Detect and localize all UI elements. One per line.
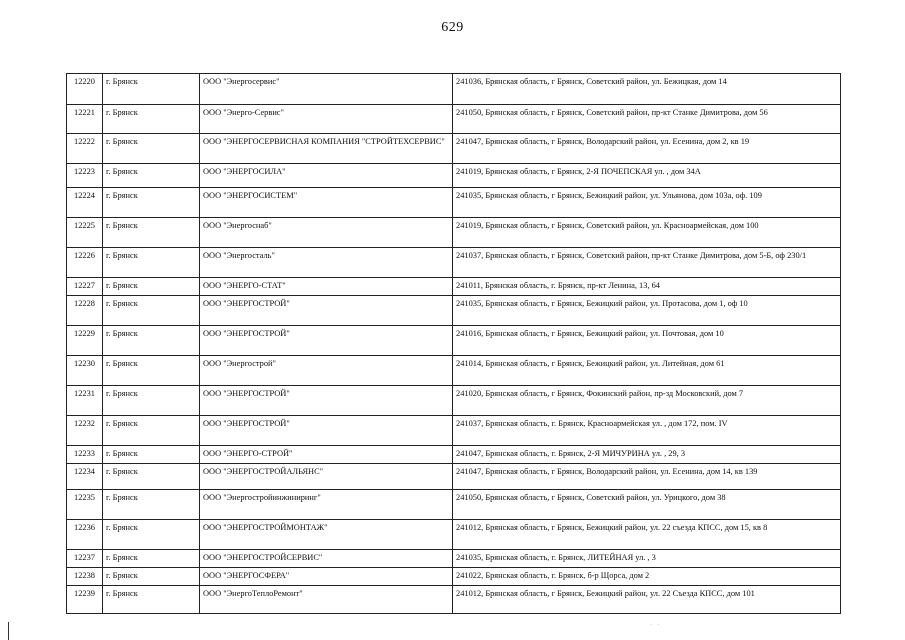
record-number-cell: 12223 <box>67 164 103 188</box>
record-city-cell: г. Брянск <box>103 446 200 464</box>
records-body <box>67 74 841 614</box>
table-row <box>67 74 841 105</box>
record-organization-cell: ООО "ЭНЕРГОСФЕРА" <box>200 568 453 586</box>
table-row <box>67 416 841 446</box>
record-address-cell: 241019, Брянская область, г Брянск, Советский район, ул. Красноармейская, дом 100 <box>453 218 841 248</box>
table-row <box>67 490 841 520</box>
table-row <box>67 568 841 586</box>
table-row <box>67 296 841 326</box>
record-city-cell: г. Брянск <box>103 386 200 416</box>
record-address-cell: 241035, Брянская область, г. Брянск, ЛИТЕЙНАЯ ул. , 3 <box>453 550 841 568</box>
record-organization-cell: ООО "Энергосервис" <box>200 74 453 105</box>
record-address-cell: 241037, Брянская область, г. Брянск, Красноармейская ул. , дом 172, пом. IV <box>453 416 841 446</box>
table-row <box>67 188 841 218</box>
record-number-cell: 12230 <box>67 356 103 386</box>
record-city-cell: г. Брянск <box>103 568 200 586</box>
record-organization-cell: ООО "ЭНЕРГОСИСТЕМ" <box>200 188 453 218</box>
table-row <box>67 446 841 464</box>
record-number-cell: 12229 <box>67 326 103 356</box>
record-city-cell: г. Брянск <box>103 164 200 188</box>
record-city-cell: г. Брянск <box>103 296 200 326</box>
record-city-cell: г. Брянск <box>103 416 200 446</box>
scan-artifact: · · <box>650 622 662 628</box>
record-organization-cell: ООО "ЭНЕРГОСТРОЙ" <box>200 296 453 326</box>
record-city-cell: г. Брянск <box>103 188 200 218</box>
record-number-cell: 12220 <box>67 74 103 105</box>
record-number-cell: 12228 <box>67 296 103 326</box>
record-address-cell: 241037, Брянская область, г Брянск, Советский район, пр-кт Станке Димитрова, дом 5-Б, оф 230/1 <box>453 248 841 278</box>
record-city-cell: г. Брянск <box>103 134 200 164</box>
record-organization-cell: ООО "ЭНЕРГО-СТАТ" <box>200 278 453 296</box>
table-row <box>67 464 841 490</box>
record-city-cell: г. Брянск <box>103 218 200 248</box>
margin-mark <box>8 622 9 640</box>
record-organization-cell: ООО "ЭНЕРГОСТРОЙАЛЬЯНС" <box>200 464 453 490</box>
record-city-cell: г. Брянск <box>103 550 200 568</box>
table-row <box>67 248 841 278</box>
record-number-cell: 12236 <box>67 520 103 550</box>
record-city-cell: г. Брянск <box>103 464 200 490</box>
record-address-cell: 241047, Брянская область, г. Брянск, 2-Я МИЧУРИНА ул. , 29, 3 <box>453 446 841 464</box>
record-city-cell: г. Брянск <box>103 520 200 550</box>
table-row <box>67 218 841 248</box>
record-organization-cell: ООО "Энерго-Сервис" <box>200 105 453 134</box>
record-city-cell: г. Брянск <box>103 74 200 105</box>
record-number-cell: 12231 <box>67 386 103 416</box>
record-organization-cell: ООО "Энергостройинжиниринг" <box>200 490 453 520</box>
record-city-cell: г. Брянск <box>103 278 200 296</box>
record-organization-cell: ООО "ЭНЕРГОСИЛА" <box>200 164 453 188</box>
record-address-cell: 241011, Брянская область, г. Брянск, пр-кт Ленина, 13, 64 <box>453 278 841 296</box>
record-address-cell: 241012, Брянская область, г Брянск, Бежицкий район, ул. 22 съезда КПСС, дом 15, кв 8 <box>453 520 841 550</box>
record-address-cell: 241047, Брянская область, г Брянск, Володарский район, ул. Есенина, дом 2, кв 19 <box>453 134 841 164</box>
record-organization-cell: ООО "ЭНЕРГОСЕРВИСНАЯ КОМПАНИЯ "СТРОЙТЕХСЕРВИС" <box>200 134 453 164</box>
record-city-cell: г. Брянск <box>103 326 200 356</box>
record-number-cell: 12239 <box>67 586 103 614</box>
record-number-cell: 12225 <box>67 218 103 248</box>
table-row <box>67 134 841 164</box>
record-address-cell: 241012, Брянская область, г Брянск, Бежицкий район, ул. 22 Съезда КПСС, дом 101 <box>453 586 841 614</box>
record-address-cell: 241050, Брянская область, г Брянск, Советский район, ул. Урицкого, дом 38 <box>453 490 841 520</box>
table-row <box>67 105 841 134</box>
record-address-cell: 241035, Брянская область, г Брянск, Бежицкий район, ул. Протасова, дом 1, оф 10 <box>453 296 841 326</box>
record-number-cell: 12238 <box>67 568 103 586</box>
page-number: 629 <box>441 20 464 35</box>
record-number-cell: 12227 <box>67 278 103 296</box>
record-organization-cell: ООО "ЭНЕРГОСТРОЙ" <box>200 416 453 446</box>
record-organization-cell: ООО "Энергосталь" <box>200 248 453 278</box>
record-number-cell: 12235 <box>67 490 103 520</box>
record-organization-cell: ООО "ЭНЕРГОСТРОЙМОНТАЖ" <box>200 520 453 550</box>
record-city-cell: г. Брянск <box>103 248 200 278</box>
records-table <box>66 73 841 614</box>
record-address-cell: 241020, Брянская область, г Брянск, Фокинский район, пр-зд Московский, дом 7 <box>453 386 841 416</box>
record-address-cell: 241036, Брянская область, г Брянск, Советский район, ул. Бежицкая, дом 14 <box>453 74 841 105</box>
record-number-cell: 12237 <box>67 550 103 568</box>
table-row <box>67 520 841 550</box>
record-number-cell: 12234 <box>67 464 103 490</box>
record-address-cell: 241022, Брянская область, г. Брянск, б-р Щорса, дом 2 <box>453 568 841 586</box>
record-city-cell: г. Брянск <box>103 105 200 134</box>
table-row <box>67 586 841 614</box>
record-organization-cell: ООО "ЭНЕРГОСТРОЙ" <box>200 386 453 416</box>
record-address-cell: 241014, Брянская область, г Брянск, Бежицкий район, ул. Литейная, дом 61 <box>453 356 841 386</box>
record-number-cell: 12224 <box>67 188 103 218</box>
table-row <box>67 164 841 188</box>
record-number-cell: 12233 <box>67 446 103 464</box>
record-address-cell: 241050, Брянская область, г Брянск, Советский район, пр-кт Станке Димитрова, дом 56 <box>453 105 841 134</box>
record-organization-cell: ООО "ЭНЕРГО-СТРОЙ" <box>200 446 453 464</box>
record-city-cell: г. Брянск <box>103 586 200 614</box>
record-address-cell: 241047, Брянская область, г Брянск, Володарский район, ул. Есенина, дом 14, кв 139 <box>453 464 841 490</box>
record-organization-cell: ООО "ЭнергоТеплоРемонт" <box>200 586 453 614</box>
record-address-cell: 241019, Брянская область, г Брянск, 2-Я ПОЧЕПСКАЯ ул. , дом 34А <box>453 164 841 188</box>
table-row <box>67 326 841 356</box>
table-row <box>67 356 841 386</box>
record-organization-cell: ООО "Энергоснаб" <box>200 218 453 248</box>
record-city-cell: г. Брянск <box>103 356 200 386</box>
record-city-cell: г. Брянск <box>103 490 200 520</box>
table-row <box>67 278 841 296</box>
record-address-cell: 241035, Брянская область, г Брянск, Бежицкий район, ул. Ульянова, дом 103а, оф. 109 <box>453 188 841 218</box>
record-number-cell: 12222 <box>67 134 103 164</box>
record-organization-cell: ООО "ЭНЕРГОСТРОЙ" <box>200 326 453 356</box>
record-organization-cell: ООО "Энергострой" <box>200 356 453 386</box>
record-number-cell: 12226 <box>67 248 103 278</box>
table-row <box>67 550 841 568</box>
table-row <box>67 386 841 416</box>
record-number-cell: 12232 <box>67 416 103 446</box>
record-address-cell: 241016, Брянская область, г Брянск, Бежицкий район, ул. Почтовая, дом 10 <box>453 326 841 356</box>
record-number-cell: 12221 <box>67 105 103 134</box>
record-organization-cell: ООО "ЭНЕРГОСТРОЙСЕРВИС" <box>200 550 453 568</box>
